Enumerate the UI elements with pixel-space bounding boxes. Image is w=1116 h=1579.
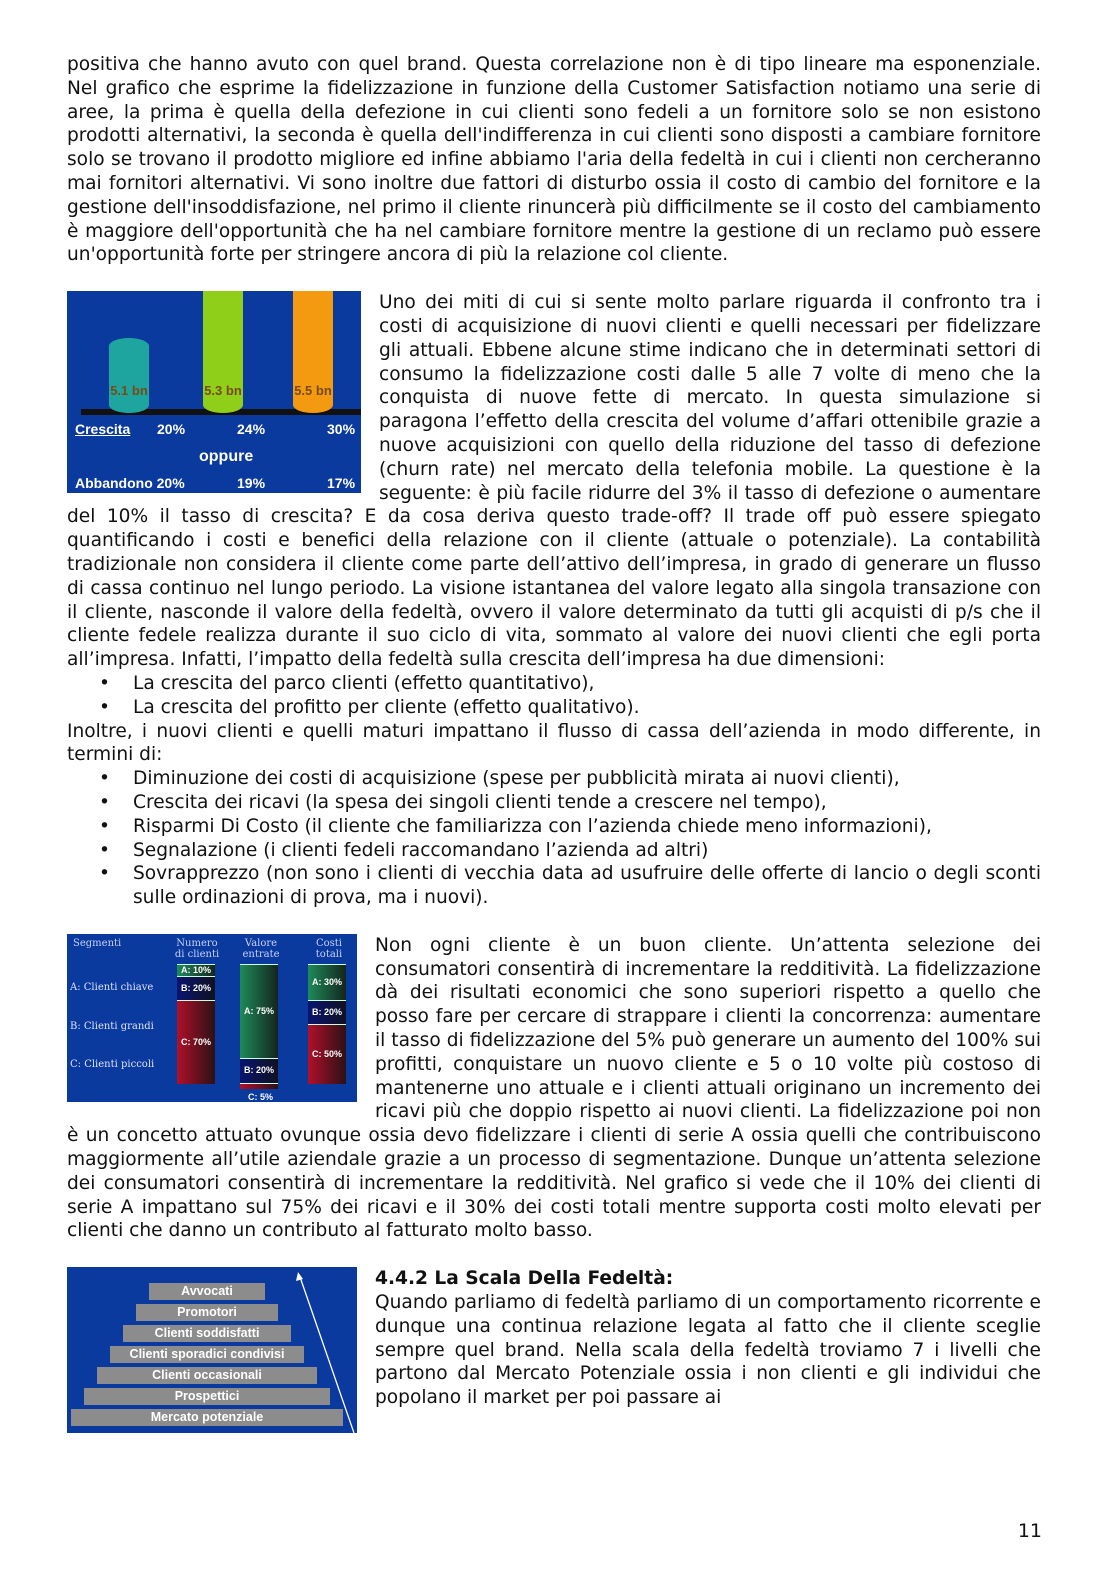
abbandono-value: 19% xyxy=(237,475,266,492)
segment-label: B: Clienti grandi xyxy=(70,1020,154,1032)
crescita-value: 30% xyxy=(327,421,356,438)
cylinder-bar xyxy=(109,338,149,413)
header-costi-totali: Costi totali xyxy=(315,937,343,960)
bar-segment: C: 70% xyxy=(177,1000,215,1084)
bar-value-label: 5.5 bn xyxy=(294,383,332,399)
paragraph-1: positiva che hanno avuto con quel brand. Questa correlazione non è di tipo lineare ma esponenziale. Nel grafico che esprime la fidelizzazione in funzione della Customer Satisfaction notiamo una serie di aree, la prima è quella della defezione in cui clienti sono fedeli a un fornitore solo se non esistono prodotti alternativi, la seconda è quella dell'indifferenza in cui clienti sono disposti a cambiare fornitore solo se trovano il prodotto migliore ed infine abbiamo l'aria della fedeltà in cui i clienti non cercheranno mai fornitori alternativi. Vi sono inoltre due fattori di disturbo ossia il costo di cambio del fornitore e la gestione dell'insoddisfazione, nel primo il cliente rinuncerà più difficilmente se il costo del cambiamento è maggiore dell'opportunità che ha nel cambiare fornitore mentre la gestione di un reclamo può essere un'opportunità forte per stringere ancora di più la relazione col cliente. xyxy=(67,54,1041,266)
bar-segment: A: 10% xyxy=(177,964,215,976)
cylinder-bar xyxy=(203,291,243,413)
stacked-bar xyxy=(240,964,278,1102)
paragraph-2: Uno dei miti di cui si sente molto parlare riguarda il confronto tra i costi di acquisizione di nuovi clienti e quelli necessari per fidelizzare gli attuali. Ebbene alcune stime indicano che in determinati settori di consumo la fidelizzazione costi dalle 5 alle 7 volte di meno che la conquista di nuove fette di mercato. In questa simulazione si paragona l’effetto della crescita del volume d’affari ottenibile grazie a nuove acquisizioni con quello della riduzione del tasso di defezione (churn rate) nel mercato della telefonia mobile. La questione è la seguente: è più facile ridurre del 3% il tasso di defezione o aumentare del 10% il tasso di crescita? E da cosa deriva questo trade-off? Il trade off può essere spiegato quantificando i costi e benefici della relazione con il cliente (attuale o potenziale). La contabilità tradizionale non considera il cliente come parte dell’attivo dell’impresa, in grado di generare un flusso di cassa continuo nel lungo periodo. La visione istantanea del valore legato alla singola transazione con il cliente, nasconde il valore della fedeltà, ovvero il valore determinato da tutti gli acquisti di p/s che il cliente fedele realizza durante il suo ciclo di vita, sommato al valore dei nuovi clienti che egli porta all’impresa. Infatti, l’impatto della fedeltà sulla crescita dell’impresa ha due dimensioni: xyxy=(67,292,1041,671)
page-number: 11 xyxy=(1017,1520,1042,1542)
bar-segment: A: 75% xyxy=(240,964,278,1058)
bar-value-label: 5.3 bn xyxy=(204,383,242,399)
bar-segment: B: 20% xyxy=(177,976,215,1000)
row-label-abbandono: Abbandono 20% xyxy=(75,475,185,492)
document-body xyxy=(67,53,1041,1435)
abbandono-value: 17% xyxy=(327,475,356,492)
bullet-list-2 xyxy=(67,767,1041,910)
ladder-step: Promotori xyxy=(136,1304,278,1321)
bar-segment: C: 5% xyxy=(240,1083,278,1089)
ladder-step: Mercato potenziale xyxy=(71,1409,343,1426)
paragraph-5: Quando parliamo di fedeltà parliamo di un comportamento ricorrente e dunque una continua relazione legata al fatto che il cliente sceglie sempre quel brand. Nella scala della fedeltà troviamo 7 i livelli che partono dal Mercato Potenziale ossia i non clienti e gli individui che popolano il market per poi passare ai xyxy=(375,1292,1041,1409)
bullet-list-1 xyxy=(67,672,1041,720)
list-item: • Risparmi Di Costo (il cliente che familiarizza con l’azienda chiede meno informazioni), xyxy=(133,815,1041,839)
header-numero-clienti: Numero di clienti xyxy=(174,937,220,960)
list-item: • Diminuzione dei costi di acquisizione (spese per pubblicità mirata ai nuovi clienti), xyxy=(133,767,1041,791)
bar-segment: B: 20% xyxy=(308,1000,346,1024)
row-label-crescita: Crescita xyxy=(75,421,131,438)
list-item: • La crescita del profitto per cliente (effetto qualitativo). xyxy=(133,696,1041,720)
list-item: • La crescita del parco clienti (effetto quantitativo), xyxy=(133,672,1041,696)
ladder-step: Avvocati xyxy=(149,1283,265,1300)
list-item: • Sovrapprezzo (non sono i clienti di vecchia data ad usufruire delle offerte di lancio o degli sconti sulle ordinazioni di prova, ma i nuovi). xyxy=(133,862,1041,910)
crescita-value: 24% xyxy=(237,421,266,438)
ladder-step: Clienti sporadici condivisi xyxy=(110,1346,304,1363)
cylinder-bar xyxy=(293,291,333,413)
growth-vs-churn-figure xyxy=(67,291,361,493)
bar-value-label: 5.1 bn xyxy=(110,383,148,399)
customer-segmentation-figure xyxy=(67,934,357,1102)
header-valore-entrate: Valore entrate xyxy=(242,937,280,960)
header-segmenti: Segmenti xyxy=(73,937,122,949)
paragraph-3: Inoltre, i nuovi clienti e quelli maturi impattano il flusso di cassa dell’azienda in modo differente, in termini di: xyxy=(67,720,1041,766)
ladder-step: Clienti occasionali xyxy=(97,1367,317,1384)
arrow-icon xyxy=(67,1267,357,1433)
bar-segment: A: 30% xyxy=(308,964,346,1000)
list-item: • Segnalazione (i clienti fedeli raccomandano l’azienda ad altri) xyxy=(133,839,1041,863)
stacked-bar xyxy=(177,964,215,1084)
segment-label: A: Clienti chiave xyxy=(70,981,154,993)
bar-segment: B: 20% xyxy=(240,1058,278,1083)
oppure-label: oppure xyxy=(199,448,254,466)
ladder-step: Clienti soddisfatti xyxy=(123,1325,291,1342)
loyalty-ladder-figure xyxy=(67,1267,357,1433)
paragraph-4: Non ogni cliente è un buon cliente. Un’attenta selezione dei consumatori consentirà di incrementare la redditività. La fidelizzazione dà dei risultati economici che sono superiori rispetto a quello che posso fare per cercare di strappare i clienti la concorrenza: aumentare il tasso di fidelizzazione del 5% può generare un aumento del 100% sui profitti, conquistare un nuovo cliente e 5 o 10 volte più costoso di mantenerne uno attuale e i clienti attuali originano un incremento dei ricavi più che doppio rispetto ai nuovi clienti. La fidelizzazione poi non è un concetto attuato ovunque ossia devo fidelizzare i clienti di serie A ossia quelli che contribuiscono maggiormente all’utile aziendale grazie a un processo di segmentazione. Dunque un’attenta selezione dei consumatori consentirà di incrementare la redditività. Nel grafico si vede che il 10% dei clienti di serie A impattano sul 75% dei ricavi e il 30% dei costi totali mentre supporta costi molto elevati per clienti che danno un contributo al fatturato molto basso. xyxy=(67,934,1041,1242)
ladder-step: Prospettici xyxy=(84,1388,330,1405)
section-heading: 4.4.2 La Scala Della Fedeltà: xyxy=(375,1268,674,1290)
list-item: • Crescita dei ricavi (la spesa dei singoli clienti tende a crescere nel tempo), xyxy=(133,791,1041,815)
stacked-bar xyxy=(308,964,346,1084)
bar-segment: C: 50% xyxy=(308,1024,346,1084)
crescita-value: 20% xyxy=(157,421,186,438)
segment-label: C: Clienti piccoli xyxy=(70,1058,155,1070)
